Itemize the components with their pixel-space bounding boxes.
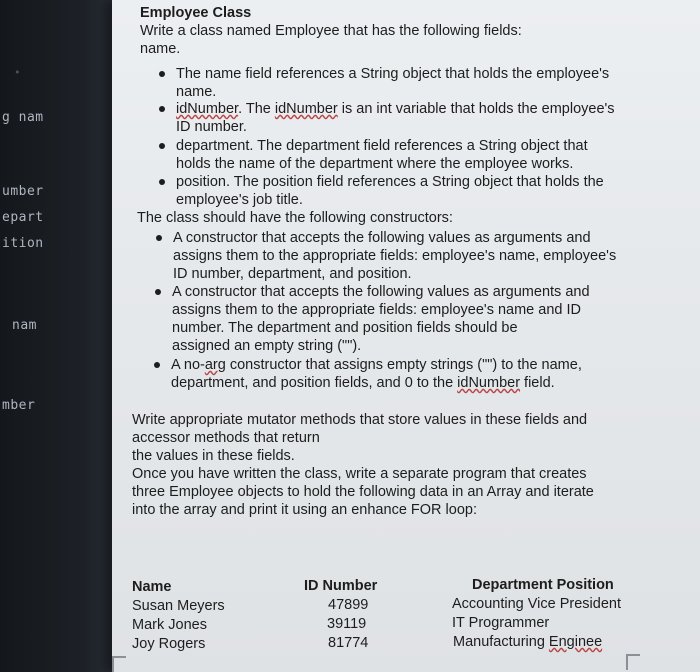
bullet (159, 143, 165, 149)
constructor-line (171, 356, 582, 374)
table-cell-dept (453, 633, 602, 651)
field-name-line: The name field references a String object that holds the employee's (176, 66, 610, 82)
field-idnumber-line (176, 100, 615, 118)
constructor-line: number. The department and position fields should be (172, 320, 518, 336)
doc-title: Employee Class (140, 5, 252, 21)
constructor-line: assigns them to the appropriate fields: employee's name and ID (172, 302, 581, 318)
constructor-line: assigns them to the appropriate fields: employee's name, employee's (173, 248, 617, 264)
constructors-intro: The class should have the following constructors: (137, 210, 453, 226)
field-department-line: holds the name of the department where the employee works. (176, 156, 574, 172)
gutter-dot: • (14, 66, 21, 79)
table-cell-name: Mark Jones (132, 617, 207, 633)
intro-line: Write a class named Employee that has the following fields: (140, 23, 522, 39)
field-name-line: name. (176, 84, 217, 100)
arg-word: arg (204, 357, 226, 373)
instruction-line: three Employee objects to hold the following data in an Array and iterate (132, 484, 594, 500)
page-corner-mark (112, 656, 126, 672)
table-cell-dept: Accounting Vice President (452, 596, 622, 612)
field-idnumber-line: ID number. (176, 119, 247, 135)
field-position-line: position. The position field references a String object that holds the (176, 174, 604, 190)
misspelled-word: Enginee (548, 634, 603, 650)
code-fragment: epart (2, 210, 44, 225)
text-span: department, and position fields, and 0 to the (171, 375, 458, 391)
instruction-line: Once you have written the class, write a separate program that creates (132, 466, 587, 482)
constructor-line: A constructor that accepts the following values as arguments and (173, 230, 591, 246)
table-cell-id: 47899 (328, 597, 369, 613)
table-cell-name: Susan Meyers (132, 598, 225, 614)
constructor-line (171, 374, 555, 392)
constructor-line: assigned an empty string (""). (172, 338, 362, 354)
bullet (159, 179, 165, 185)
intro-line: name. (140, 41, 181, 57)
text-span: Manufacturing (453, 634, 549, 650)
text-span: constructor that assigns empty strings ("") to the name, (225, 357, 582, 373)
bullet (154, 362, 160, 368)
field-position-line: employee's job title. (176, 192, 303, 208)
constructor-line: A constructor that accepts the following values as arguments and (172, 284, 590, 300)
page-corner-mark (626, 654, 640, 670)
code-fragment: nam (12, 318, 37, 333)
instruction-line: into the array and print it using an enhance FOR loop: (132, 502, 477, 518)
idnumber-word: idNumber (457, 375, 521, 391)
table-cell-dept: IT Programmer (452, 615, 550, 631)
text-span: A no- (171, 357, 205, 373)
code-fragment: g nam (2, 110, 44, 125)
table-cell-name: Joy Rogers (132, 636, 206, 652)
code-fragment: umber (2, 184, 44, 199)
field-department-line: department. The department field references a String object that (176, 138, 588, 154)
table-header-name: Name (132, 579, 172, 595)
code-editor-background (0, 0, 120, 672)
text-span: . The (238, 101, 275, 117)
code-fragment: ition (2, 236, 44, 251)
table-header-id: ID Number (304, 578, 378, 594)
code-fragment: mber (2, 398, 36, 413)
assignment-document (112, 0, 700, 672)
bullet (155, 289, 161, 295)
instruction-line: accessor methods that return (132, 430, 320, 446)
instruction-line: the values in these fields. (132, 448, 295, 464)
text-span: field. (520, 375, 555, 391)
idnumber-word: idNumber (176, 101, 239, 117)
text-span: is an int variable that holds the employee's (337, 101, 615, 117)
idnumber-word: idNumber (274, 101, 338, 117)
table-header-dept: Department Position (472, 577, 614, 593)
table-cell-id: 81774 (328, 635, 369, 651)
instruction-line: Write appropriate mutator methods that store values in these fields and (132, 412, 588, 428)
constructor-line: ID number, department, and position. (173, 266, 412, 282)
table-cell-id: 39119 (327, 616, 367, 632)
bullet (156, 235, 162, 241)
bullet (159, 71, 165, 77)
bullet (159, 106, 165, 112)
